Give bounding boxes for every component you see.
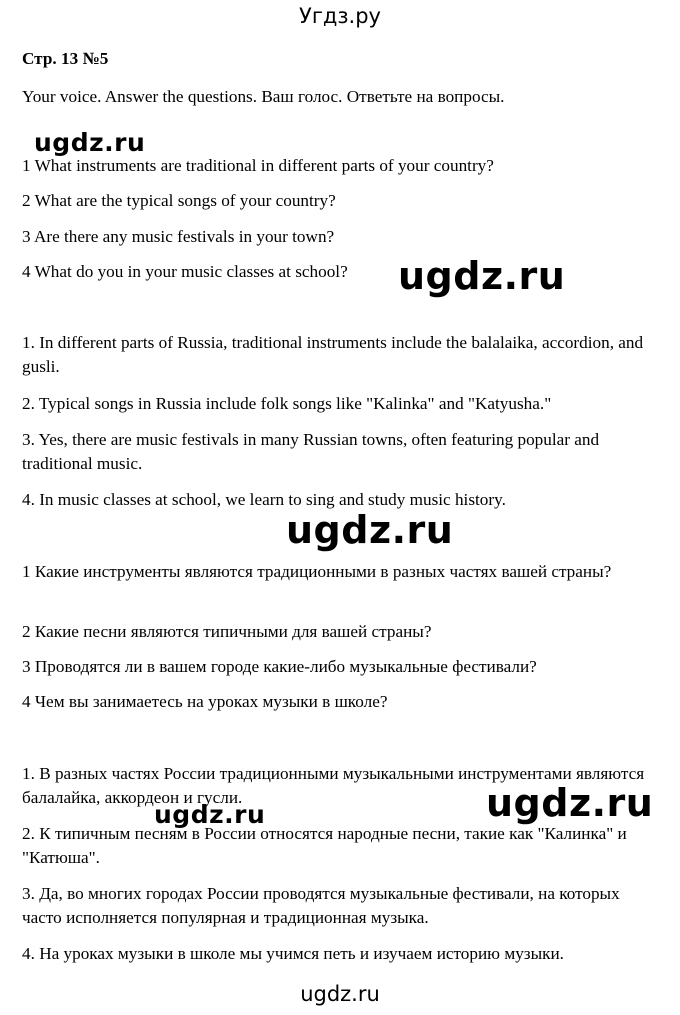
answer-en-1: 1. In different parts of Russia, traditional instruments include the balalaika, accordion, and gusli.: [22, 333, 644, 376]
question-ru-1: 1 Какие инструменты являются традиционными в разных частях вашей страны?: [22, 562, 612, 581]
watermark-4: ugdz.ru: [486, 781, 654, 825]
task-heading: Стр. 13 №5: [22, 49, 109, 68]
question-ru-4: 4 Чем вы занимаетесь на уроках музыки в школе?: [22, 692, 388, 711]
answer-ru-2: 2. К типичным песням в России относятся народные песни, такие как "Калинка" и "Катюша".: [22, 824, 627, 867]
footer-watermark: ugdz.ru: [300, 982, 380, 1006]
watermark-3: ugdz.ru: [286, 508, 454, 552]
task-instruction: Your voice. Answer the questions. Ваш голос. Ответьте на вопросы.: [22, 87, 505, 106]
answer-ru-1: 1. В разных частях России традиционными музыкальными инструментами являются балалайка, аккордеон и гусли.: [22, 764, 645, 807]
question-en-4: 4 What do you in your music classes at school?: [22, 262, 348, 281]
answer-ru-3: 3. Да, во многих городах России проводятся музыкальные фестивали, на которых часто исполняется популярная и традиционная музыка.: [22, 884, 620, 927]
answer-en-4: 4. In music classes at school, we learn to sing and study music history.: [22, 490, 506, 509]
question-en-2: 2 What are the typical songs of your country?: [22, 191, 336, 210]
watermark-5: ugdz.ru: [154, 800, 266, 829]
answer-en-2: 2. Typical songs in Russia include folk songs like "Kalinka" and "Katyusha.": [22, 394, 552, 413]
answer-en-3: 3. Yes, there are music festivals in many Russian towns, often featuring popular and traditional music.: [22, 430, 600, 473]
question-en-3: 3 Are there any music festivals in your town?: [22, 227, 335, 246]
question-en-1: 1 What instruments are traditional in different parts of your country?: [22, 156, 494, 175]
answer-ru-4: 4. На уроках музыки в школе мы учимся петь и изучаем историю музыки.: [22, 944, 564, 963]
watermark-1: ugdz.ru: [34, 128, 146, 157]
site-title: Угдз.ру: [299, 4, 381, 28]
watermark-2: ugdz.ru: [398, 254, 566, 298]
question-ru-2: 2 Какие песни являются типичными для вашей страны?: [22, 622, 432, 641]
question-ru-3: 3 Проводятся ли в вашем городе какие-либо музыкальные фестивали?: [22, 657, 537, 676]
